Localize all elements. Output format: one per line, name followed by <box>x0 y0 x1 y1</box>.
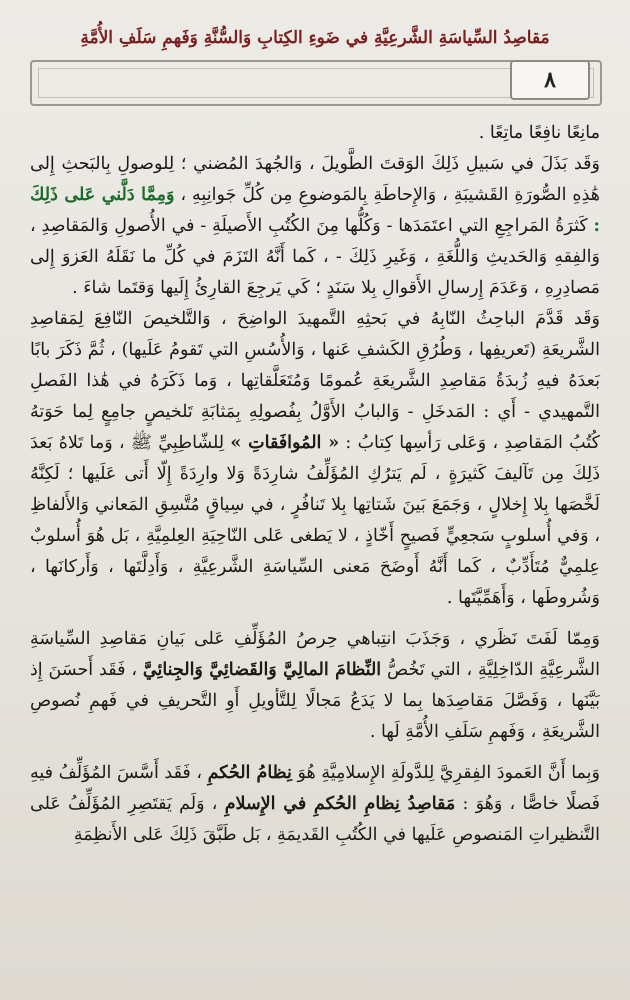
running-header-title: مَقاصِدُ السِّياسَةِ الشَّرعِيَّةِ في ضَوءِ الكِتابِ وَالسُّنَّةِ وَفَهمِ سَلَفِ الأُمَّةِ <box>80 28 550 48</box>
emphasis-systems: النِّظامَ المالِيَّ وَالقَضائِيَّ وَالجِنائِيَّ <box>142 660 382 680</box>
emphasis-governance: نِظامُ الحُكمِ <box>207 763 292 783</box>
paragraph-1: مانِعًا نافِعًا ماتِعًا . <box>478 123 600 143</box>
paragraph-2: وَقَد بَذَلَ في سَبيلِ ذَلِكَ الوَقتَ الطَّويلَ ، وَالجُهدَ المُضني ؛ لِلوصولِ بِالبَحثِ إِلى هَٰذِهِ الصُّورَةِ القَشيبَةِ ، وَالإِحاطَةِ بِالمَوضوعِ مِن كُلِّ جَوانِبِهِ ، وَمِمَّا دَلَّني عَلى ذَلِكَ : كَثرَةُ المَراجِعِ التي اعتَمَدَها - وَكُلُّها مِنَ الكُتُبِ الأَصيلَةِ - في الأُصولِ وَالمَقاصِدِ ، وَالفِقهِ وَالحَديثِ وَاللُّغَةِ ، وَغَيرِ ذَلِكَ - ، كَما أَنَّهُ التَزَمَ في كُلِّ ما نَقَلَهُ العَزوَ إِلى مَصادِرِهِ ، وَعَدَمَ إِرسالِ الأَقوالِ بِلا سَنَدٍ ؛ كَي يَرجِعَ القارِئُ إِلَيها وَقتَما شاءَ . <box>30 154 600 298</box>
body-text <box>30 118 600 851</box>
paragraph-4: وَمِمّا لَفَتَ نَظَري ، وَجَذَبَ انتِباهي حِرصُ المُؤَلِّفِ عَلى بَيانِ مَقاصِدِ السِّياسَةِ الشَّرعِيَّةِ الدّاخِلِيَّةِ ، التي تَخُصُّ النِّظامَ المالِيَّ وَالقَضائِيَّ وَالجِنائِيَّ ، فَقَد أَحسَنَ إِذ بَيَّنَها ، وَفَصَّلَ مَقاصِدَها بِما لا يَدَعُ مَجالًا لِلتَّأويلِ أَوِ التَّحريفِ في فَهمِ نُصوصِ الشَّريعَةِ ، وَفَهمِ سَلَفِ الأُمَّةِ لَها . <box>30 629 600 742</box>
book-title-muwafaqat: « المُوافَقاتِ » <box>230 433 340 453</box>
paragraph-3: وَقَد قَدَّمَ الباحِثُ النّابِهُ في بَحثِهِ التَّمهيدَ الواضِحَ ، وَالتَّلخيصَ النّافِعَ لِمَقاصِدِ الشَّريعَةِ (تَعريفِها ، وَطُرُقِ الكَشفِ عَنها ، وَالأُسُسِ التي تَقومُ عَلَيها) ، ثُمَّ ذَكَرَ بابًا بَعدَهُ فيهِ زُبدَةُ مَقاصِدِ الشَّريعَةِ عُمومًا وَمُتَعَلَّقاتِها ، وَما ذَكَرَهُ في هَٰذا الفَصلِ التَّمهيدي - أَي : المَدخَلِ - وَالبابُ الأَوَّلُ بِفُصولِهِ بِمَثابَةِ تَلخيصٍ جامِعٍ لِما حَوَتهُ كُتُبُ المَقاصِدِ ، وَعَلى رَأسِها كِتابُ : « المُوافَقاتِ » لِلشّاطِبِيِّ ﷺ ، وَما تَلاهُ بَعدَ ذَلِكَ مِن تَآليفَ كَثيرَةٍ ، لَم يَترُكِ المُؤَلِّفُ شارِدَةً وَلا وارِدَةً إِلّا أَتى عَلَيها ؛ لَكِنَّهُ لَخَّصَها بِلا إِخلالٍ ، وَجَمَعَ بَينَ شَتاتِها بِلا تَنافُرٍ ، في سِياقٍ مُتَّسِقِ المَعاني وَالأَلفاظِ ، وَفي أُسلوبٍ سَجعِيٍّ فَصيحٍ أَخّاذٍ ، لا يَطغى عَلى النّاحِيَةِ العِلمِيَّةِ ، بَل هُوَ أُسلوبٌ عِلمِيٌّ مُتَأَدِّبٌ ، كَما أَنَّهُ أَوضَحَ مَعنى السِّياسَةِ الشَّرعِيَّةِ ، وَأَدِلَّتَها ، وَأَركانَها ، وَشُروطَها ، وَأَهَمِّيَّتَها . <box>30 309 600 608</box>
paragraph-5: وَبِما أَنَّ العَمودَ الفِقرِيَّ لِلدَّولَةِ الإِسلامِيَّةِ هُوَ نِظامُ الحُكمِ ، فَقَد أَسَّسَ المُؤَلِّفُ فيهِ فَصلًا خاصًّا ، وَهُوَ : مَقاصِدُ نِظامِ الحُكمِ في الإِسلامِ ، وَلَم يَقتَصِرِ المُؤَلِّفُ عَلى التَّنظيراتِ المَنصوصِ عَلَيها في الكُتُبِ القَديمَةِ ، بَل طَبَّقَ ذَلِكَ عَلى الأَنظِمَةِ <box>30 763 600 845</box>
highlight-phrase: وَمِمَّا دَلَّني عَلى ذَلِكَ : <box>30 185 600 236</box>
emphasis-chapter-title: مَقاصِدُ نِظامِ الحُكمِ في الإِسلامِ <box>224 794 456 814</box>
page-number: ٨ <box>510 60 590 100</box>
